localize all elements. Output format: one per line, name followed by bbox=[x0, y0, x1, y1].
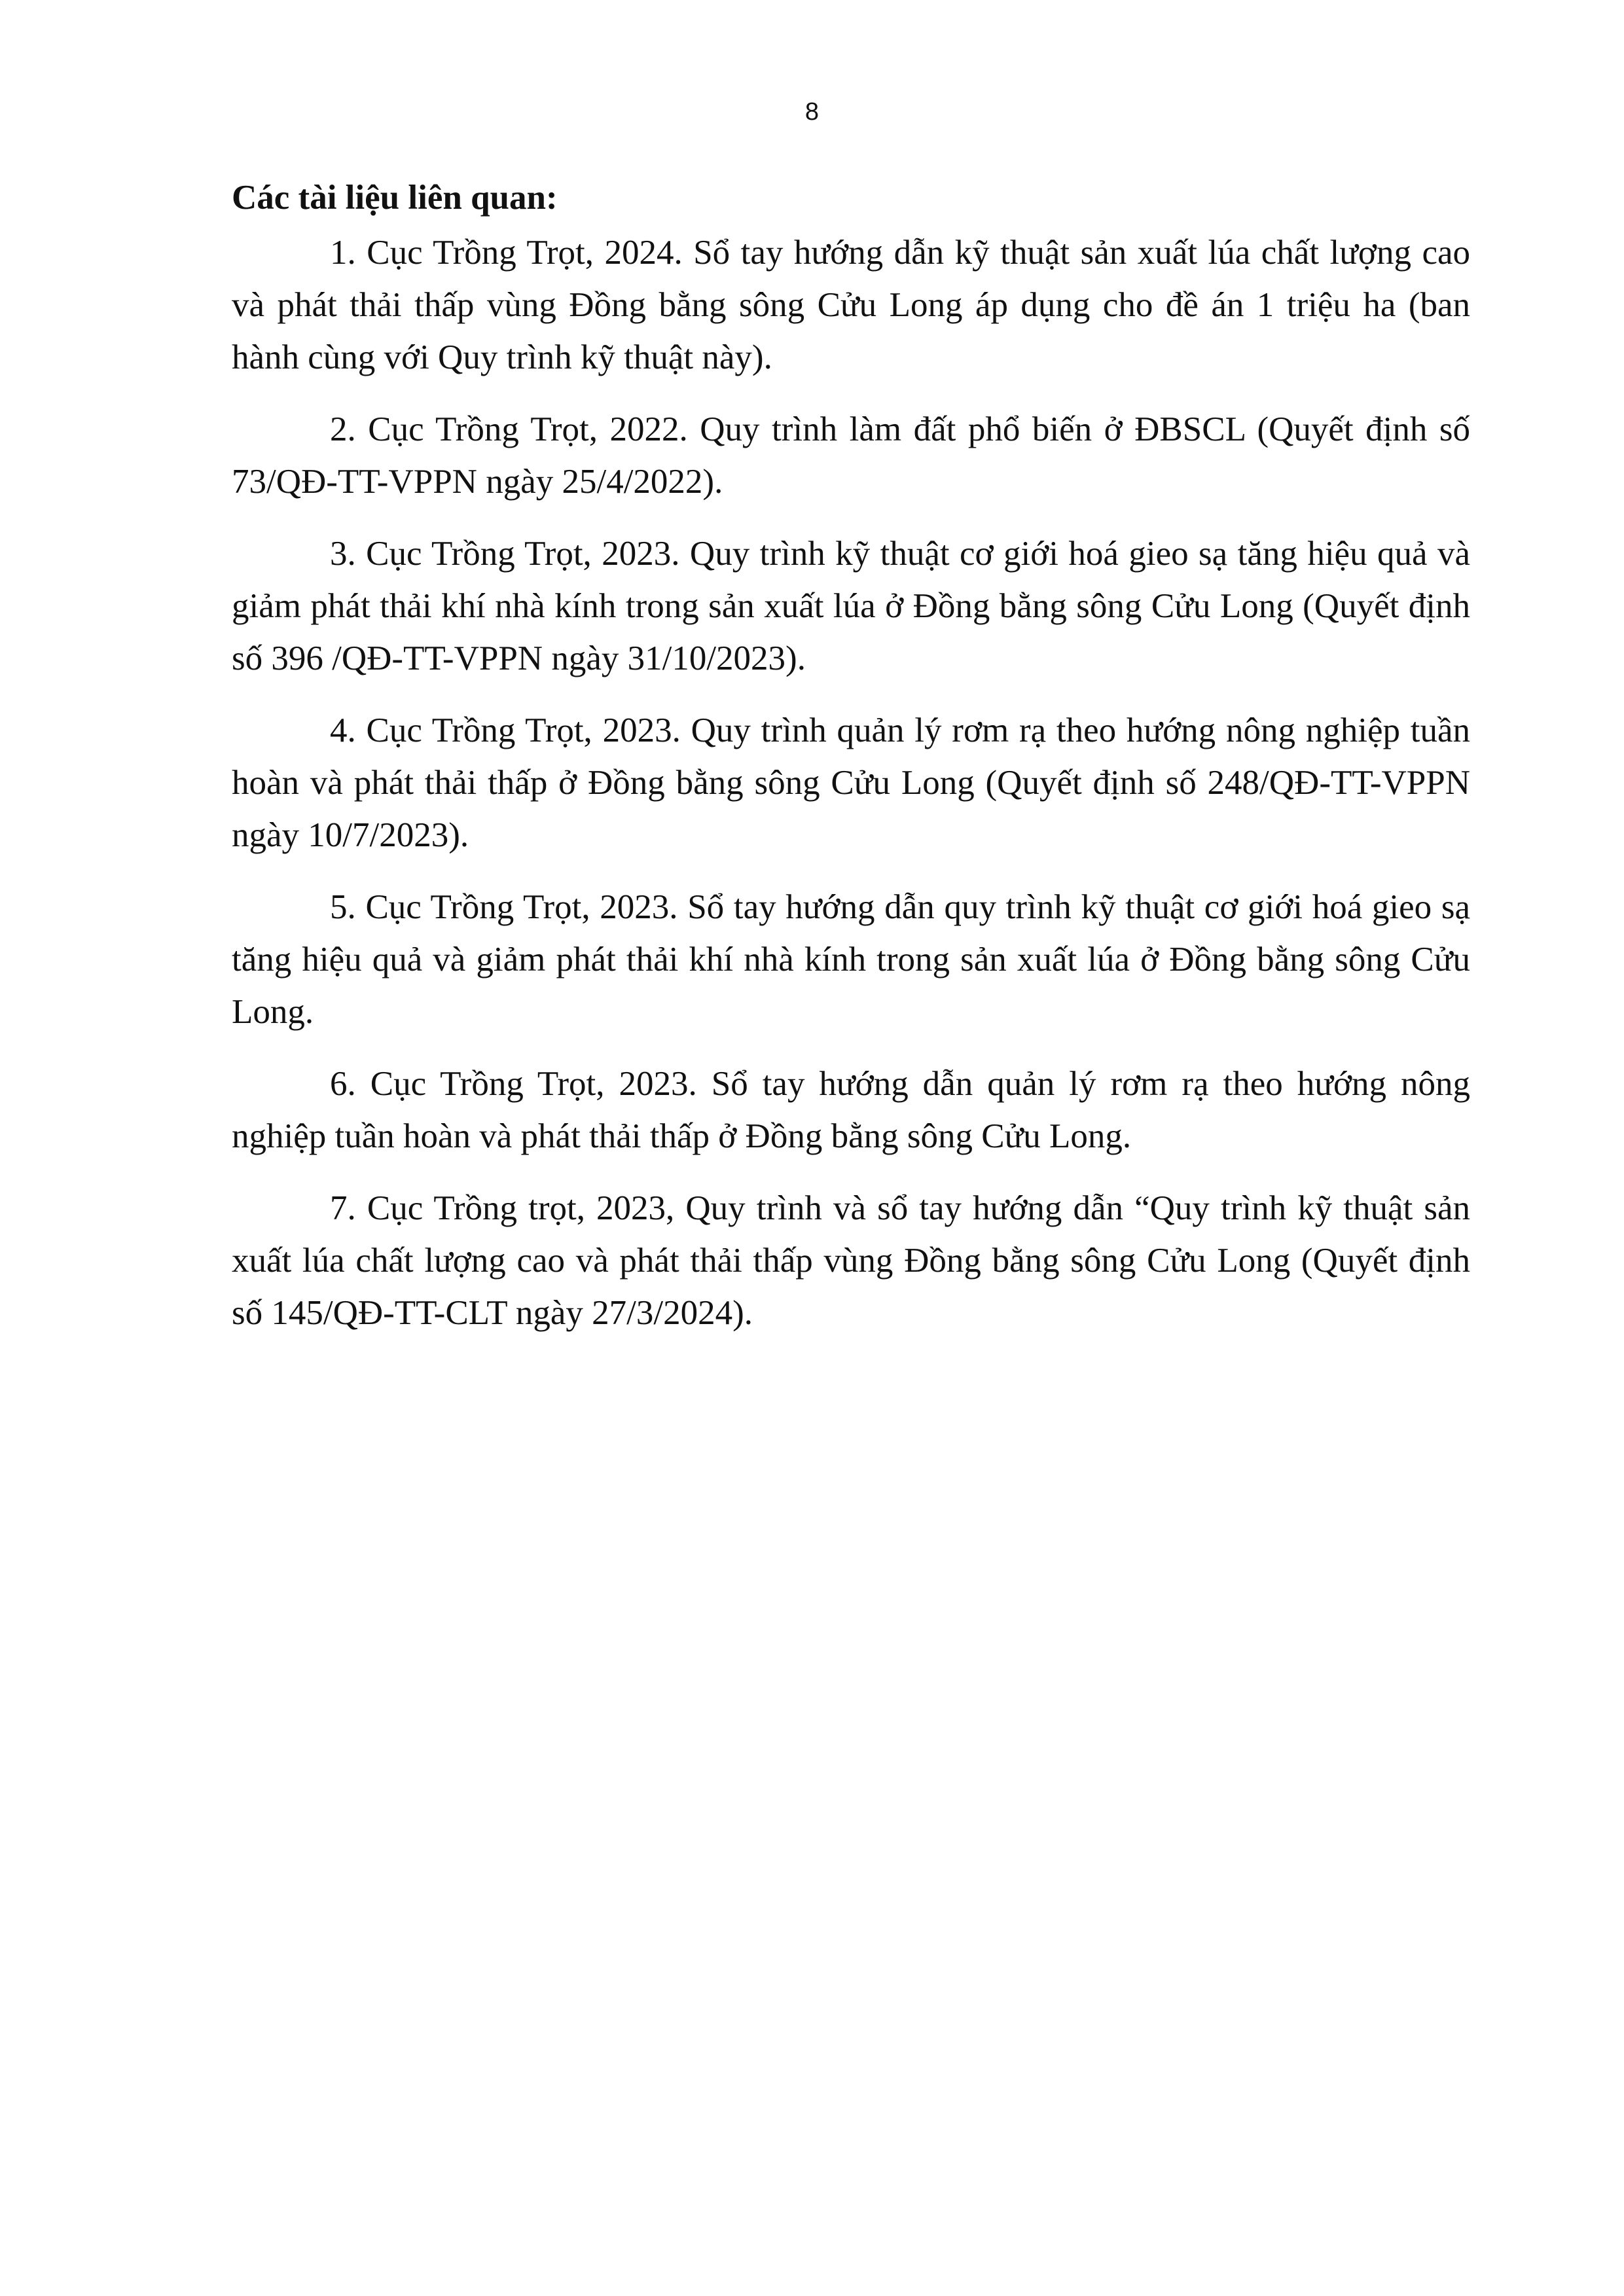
reference-item-3: 3. Cục Trồng Trọt, 2023. Quy trình kỹ thuật cơ giới hoá gieo sạ tăng hiệu quả và giảm phát thải khí nhà kính trong sản xuất lúa ở Đồng bằng sông Cửu Long (Quyết định số 396 /QĐ-TT-VPPN ngày 31/10/2023). bbox=[232, 535, 1470, 677]
reference-item-4: 4. Cục Trồng Trọt, 2023. Quy trình quản lý rơm rạ theo hướng nông nghiệp tuần hoàn và phát thải thấp ở Đồng bằng sông Cửu Long (Quyết định số 248/QĐ-TT-VPPN ngày 10/7/2023). bbox=[232, 711, 1470, 854]
reference-item-6: 6. Cục Trồng Trọt, 2023. Sổ tay hướng dẫn quản lý rơm rạ theo hướng nông nghiệp tuần hoàn và phát thải thấp ở Đồng bằng sông Cửu Long. bbox=[232, 1065, 1470, 1155]
reference-item-7: 7. Cục Trồng trọt, 2023, Quy trình và sổ tay hướng dẫn “Quy trình kỹ thuật sản xuất lúa chất lượng cao và phát thải thấp vùng Đồng bằng sông Cửu Long (Quyết định số 145/QĐ-TT-CLT ngày 27/3/2024). bbox=[232, 1189, 1470, 1332]
document-body bbox=[232, 171, 1470, 1359]
reference-list bbox=[232, 226, 1470, 1339]
reference-item-1: 1. Cục Trồng Trọt, 2024. Sổ tay hướng dẫn kỹ thuật sản xuất lúa chất lượng cao và phát thải thấp vùng Đồng bằng sông Cửu Long áp dụng cho đề án 1 triệu ha (ban hành cùng với Quy trình kỹ thuật này). bbox=[232, 234, 1470, 376]
page-number: 8 bbox=[804, 98, 820, 126]
reference-item-5: 5. Cục Trồng Trọt, 2023. Sổ tay hướng dẫn quy trình kỹ thuật cơ giới hoá gieo sạ tăng hiệu quả và giảm phát thải khí nhà kính trong sản xuất lúa ở Đồng bằng sông Cửu Long. bbox=[232, 888, 1470, 1031]
section-heading: Các tài liệu liên quan: bbox=[232, 179, 558, 217]
reference-item-2: 2. Cục Trồng Trọt, 2022. Quy trình làm đất phổ biến ở ĐBSCL (Quyết định số 73/QĐ-TT-VPPN ngày 25/4/2022). bbox=[232, 410, 1470, 501]
